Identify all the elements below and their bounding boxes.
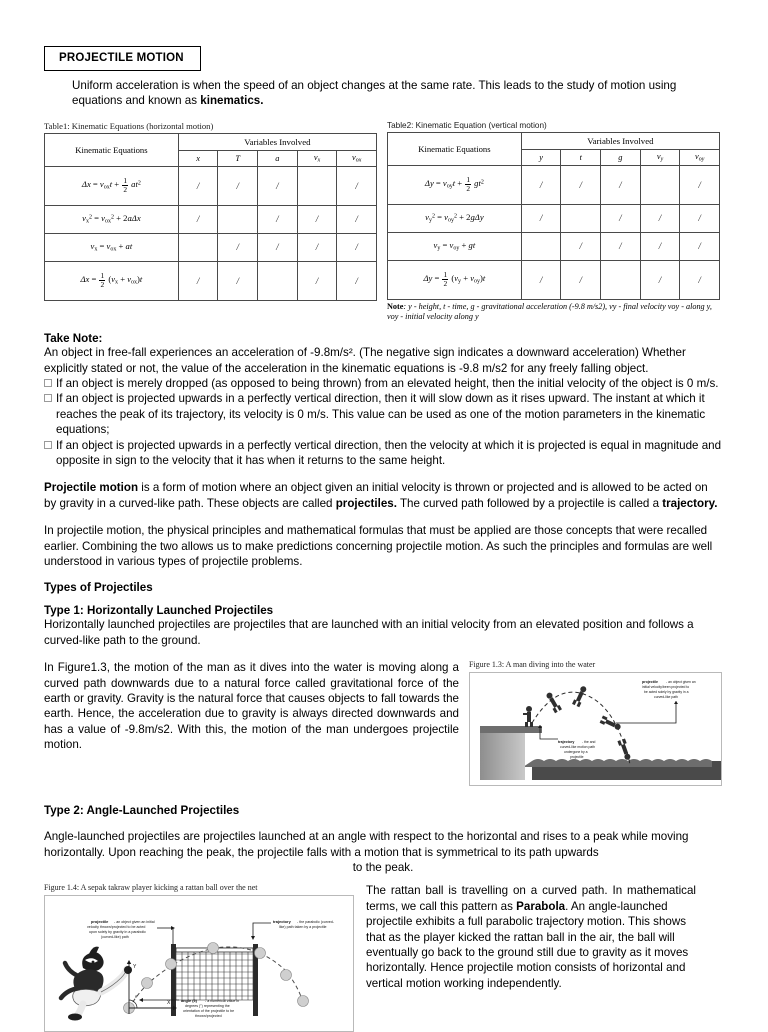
type2-body-part3: projectile exhibits a full parabolic trajectory motion. This shows that as the player kicked the rattan ball in the air, the ball will eventually go back to the ground still due to gravity as it moves horizontally. Hence projectile motion consists of horizontal and vertical motion working independently. (366, 915, 689, 990)
table2-check: / (521, 165, 561, 204)
take-note-bullet-2 (44, 391, 722, 437)
table2-check: / (680, 165, 720, 204)
table2-check: / (601, 232, 641, 260)
pm-lead-bold: Projectile motion (44, 481, 139, 495)
svg-text:- the and: - the and (582, 740, 596, 745)
table1-check: / (178, 261, 218, 300)
take-note-heading: Take Note: (44, 332, 103, 346)
table1-check: / (337, 233, 377, 261)
table2-note-text: : y - height, t - time, g - gravitational acceleration (-9.8 m/s2), vy - final velocity voy - along y, voy - initial velocity along y (387, 301, 712, 321)
table1-check: / (297, 261, 337, 300)
table-row (388, 132, 720, 149)
table1-equation-1: $\Delta x = v_{ox}t$ + $\frac{1}{2}$ $at^2$ (45, 166, 179, 205)
table2-col-g: g (601, 149, 641, 165)
table-row (45, 205, 377, 233)
table2-check (521, 232, 561, 260)
table1-variables-header: Variables Involved (178, 133, 376, 150)
table2-check: / (561, 165, 601, 204)
table2-check: / (680, 232, 720, 260)
table2-col-t: t (561, 149, 601, 165)
table2-check: / (640, 260, 680, 299)
table2-wrapper (387, 121, 720, 323)
table2-kinematic-vertical (387, 132, 720, 300)
table2-note-label: Note (387, 301, 404, 311)
table1-col-x: x (178, 150, 218, 166)
table1-col-vx: $v_x$ (297, 150, 337, 166)
table1-col-a: a (258, 150, 298, 166)
table1-equation-2: $v_x^2 = v_{ox}^2 + 2a\Delta x$ (45, 205, 179, 233)
bullet-text: If an object is merely dropped (as opposed to being thrown) from an elevated height, then the initial velocity of the object is 0 m/s. (56, 376, 719, 390)
svg-text:upon solely by gravity in a pa: upon solely by gravity in a parabolic (89, 930, 146, 935)
table1-check: / (178, 205, 218, 233)
svg-text:trajectory: trajectory (558, 740, 575, 745)
table1-check: / (178, 166, 218, 205)
svg-text:projectile: projectile (642, 680, 658, 685)
take-note-bullet-3 (44, 438, 722, 469)
svg-text:velocity thrown/projected to b: velocity thrown/projected to be acted (87, 925, 146, 930)
svg-text:trajectory: trajectory (273, 919, 291, 925)
table-row (45, 166, 377, 205)
types-heading: Types of Projectiles (44, 581, 153, 595)
sepak-takraw-diagram (45, 896, 353, 1026)
svg-text:thrown/projected: thrown/projected (195, 1014, 222, 1019)
table1-kinematic-horizontal (44, 133, 377, 301)
type2-figure-row (44, 883, 722, 1032)
table2-variables-header: Variables Involved (521, 132, 719, 149)
table1-caption: Table1: Kinematic Equations (horizontal motion) (44, 120, 214, 131)
pm-bold2: projectiles. (335, 496, 397, 510)
type2-intro: Angle-launched projectiles are projectiles launched at an angle with respect to the horizontal and rises to a peak while moving horizontally. Upon reaching the peak, the projectile falls with a motion that is symmetrical to its path upwards (44, 830, 689, 859)
table1-check (258, 261, 298, 300)
type2-body-part1: The rattan ball is travelling on a curved path. In mathematical terms, we call this pattern as (366, 884, 696, 913)
type2-body-text (366, 883, 696, 991)
table2-equation-3: $v_y = v_{oy}$ + gt (388, 232, 522, 260)
table1-check: / (337, 166, 377, 205)
figure-1-3-image (469, 672, 722, 786)
table2-check: / (601, 165, 641, 204)
svg-text:- the parabolic (curved-: - the parabolic (curved- (297, 920, 334, 925)
svg-text:angle (θ): angle (θ) (181, 998, 197, 1004)
page-title: PROJECTILE MOTION (44, 46, 201, 71)
table2-check (561, 204, 601, 232)
table-row (45, 261, 377, 300)
table2-check: / (680, 260, 720, 299)
svg-text:orientation of the projectile: orientation of the projectile to be (183, 1009, 235, 1014)
pm-part1: is a form of motion where an object given an initial velocity is thrown or projected and is allowed to be acted on by gravity in a curved-like path. These objects are called (44, 481, 708, 510)
svg-text:curved-like path: curved-like path (654, 695, 678, 700)
svg-text:projectile: projectile (570, 755, 584, 760)
table2-col-vy: $v_y$ (640, 149, 680, 165)
svg-text:undergone by a: undergone by a (564, 750, 588, 755)
figure-1-4-image (44, 895, 354, 1032)
svg-text:- an object given an initial: - an object given an initial (114, 920, 155, 925)
svg-text:- a numerical value in: - a numerical value in (205, 999, 240, 1004)
table1-equations-header: Kinematic Equations (45, 133, 179, 166)
type1-body: In Figure1.3, the motion of the man as it dives into the water is moving along a curved path downwards due to a natural force called gravitational force of the earth or gravity. Gravity is the natural force that causes objects to fall towards the earth. Hence, the acceleration due to gravity is always directed downwards and has a value of -9.8m/s2. With this, the motion of the man undergoes projectile motion. (44, 661, 459, 752)
bullet-square-icon (44, 379, 52, 387)
table1-check (297, 166, 337, 205)
bullet-square-icon (44, 394, 52, 402)
table1-check: / (258, 205, 298, 233)
bullet-text: If an object is projected upwards in a perfectly vertical direction, then it will slow down as it rises upward. The instant at which it reaches the peak of its trajectory, its velocity is 0 m/s. This value can be used as one of the motion parameters in the kinematic equations; (56, 392, 706, 437)
document-content (44, 46, 722, 1032)
table1-check (218, 205, 258, 233)
take-note-bullet-1 (44, 376, 722, 391)
table1-check: / (218, 233, 258, 261)
table2-check: / (640, 232, 680, 260)
table2-check: / (561, 232, 601, 260)
svg-text:degrees (°) representing the: degrees (°) representing the (185, 1004, 230, 1009)
bullet-square-icon (44, 441, 52, 449)
table2-equation-2: $v_y^2 = v_{oy}^2 + 2g\Delta y$ (388, 204, 522, 232)
table2-col-voy: $v_{oy}$ (680, 149, 720, 165)
svg-text:- an object given an: - an object given an (666, 680, 696, 685)
table1-check: / (258, 233, 298, 261)
axis-label-theta: θ (135, 994, 138, 1000)
table1-check: / (258, 166, 298, 205)
intro-bold-term: kinematics. (200, 94, 264, 108)
type2-body-part2: . An angle-launched (565, 899, 668, 913)
table2-caption: Table2: Kinematic Equation (vertical motion) (387, 120, 547, 130)
figure-1-4-caption: Figure 1.4: A sepak takraw player kicking a rattan ball over the net (44, 883, 258, 893)
svg-text:initial velocity/been projecte: initial velocity/been projected to (642, 685, 690, 690)
table2-note (387, 302, 720, 323)
table-row (45, 133, 377, 150)
table2-equations-header: Kinematic Equations (388, 132, 522, 165)
svg-text:curved-like motion path: curved-like motion path (560, 745, 596, 750)
table2-check: / (640, 204, 680, 232)
table1-wrapper (44, 121, 377, 301)
table1-check (178, 233, 218, 261)
projectile-motion-definition (44, 480, 722, 511)
svg-text:be acted solely by gravity in: be acted solely by gravity in a (644, 690, 689, 695)
axis-label-x: X (167, 1000, 171, 1007)
table-row (45, 233, 377, 261)
table1-check: / (337, 261, 377, 300)
table2-equation-4: Δy = $\frac{1}{2}$ $(v_y + v_{oy})t$ (388, 260, 522, 299)
bullet-text: If an object is projected upwards in a perfectly vertical direction, then the velocity at which it is projected is equal in magnitude and opposite in sign to the velocity that it has when it returns to the same height. (56, 438, 722, 467)
table-row (388, 204, 720, 232)
table2-check (640, 165, 680, 204)
projectile-motion-second-paragraph: In projectile motion, the physical principles and mathematical formulas that must be applied are those concepts that were recalled earlier. Combining the two allows us to make predictions concerning projectile motion. As such the principles and formulas are well understood in various types of projectile problems. (44, 524, 713, 568)
type1-figure-row (44, 660, 722, 790)
intro-paragraph (72, 78, 722, 109)
svg-text:(curved-like) path: (curved-like) path (101, 935, 129, 940)
table2-check: / (601, 204, 641, 232)
figure-1-4-block (44, 883, 354, 1032)
figure-1-3-block (469, 660, 722, 786)
type1-intro: Horizontally launched projectiles are projectiles that are launched with an initial velocity from an elevated position and follows a curved-like path to the ground. (44, 618, 694, 647)
table1-col-T: T (218, 150, 258, 166)
axis-label-y: Y (133, 964, 137, 971)
type2-intro-tail: to the peak. (352, 861, 414, 874)
table1-check: / (337, 205, 377, 233)
table2-equation-1: $\Delta y = v_{oy}t$ + $\frac{1}{2}$ $gt^2$ (388, 165, 522, 204)
svg-text:like) path taken by a projecti: like) path taken by a projectile (279, 925, 327, 930)
table2-check: / (680, 204, 720, 232)
type1-heading: Type 1: Horizontally Launched Projectiles (44, 604, 274, 618)
diving-man-diagram (470, 673, 721, 780)
pm-part2: The curved path followed by a projectile is called a (396, 496, 663, 510)
table2-col-y: y (521, 149, 561, 165)
table-row (388, 260, 720, 299)
tables-row (44, 121, 722, 323)
table1-check: / (218, 261, 258, 300)
type2-heading: Type 2: Angle-Launched Projectiles (44, 804, 240, 818)
table1-check: / (297, 233, 337, 261)
take-note-section (44, 332, 722, 468)
table1-col-vox: $v_{ox}$ (337, 150, 377, 166)
table-row (388, 232, 720, 260)
table1-equation-3: $v_x = v_{ox}$ + at (45, 233, 179, 261)
intro-text: Uniform acceleration is when the speed of an object changes at the same rate. This leads to the study of motion using equations and known as (72, 79, 677, 108)
type2-body-bold: Parabola (516, 899, 566, 913)
table2-check (601, 260, 641, 299)
table-row (388, 165, 720, 204)
figure-1-3-caption: Figure 1.3: A man diving into the water (469, 660, 596, 670)
pm-bold3: trajectory. (662, 496, 718, 510)
svg-text:projectile: projectile (91, 919, 109, 925)
table1-check: / (297, 205, 337, 233)
table1-equation-4: Δx = $\frac{1}{2}$ $(v_x + v_{ox})t$ (45, 261, 179, 300)
table2-check: / (521, 260, 561, 299)
take-note-paragraph: An object in free-fall experiences an acceleration of -9.8m/s². (The negative sign indicates a downward acceleration) Whether explicitly stated or not, the value of the acceleration in the kinematic equations is -9.8 m/s2 for any freely falling object. (44, 346, 686, 375)
table2-check: / (521, 204, 561, 232)
table2-check: / (561, 260, 601, 299)
table1-check: / (218, 166, 258, 205)
